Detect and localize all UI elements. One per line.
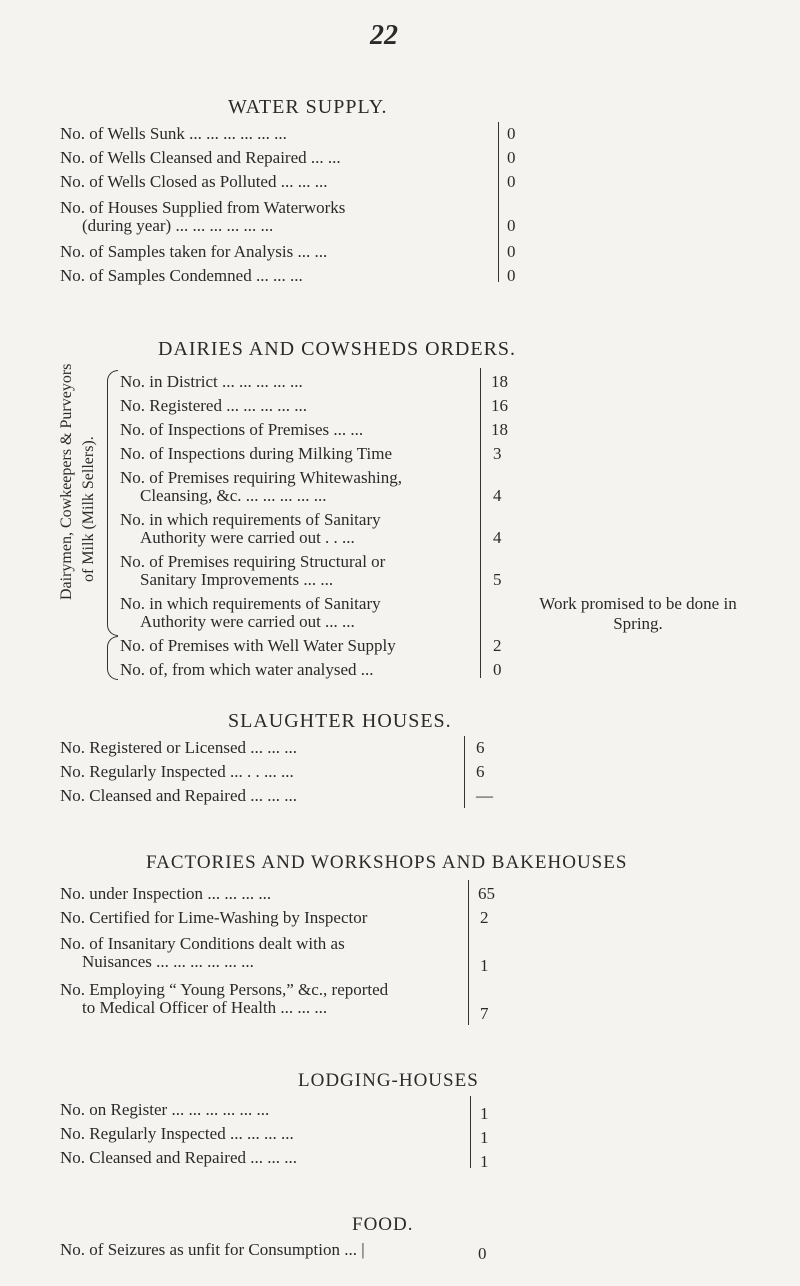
dairies-row-cont: Cleansing, &c. ... ... ... ... ...	[140, 486, 327, 505]
dairies-side-label-1: Dairymen, Cowkeepers & Purveyors	[58, 363, 75, 600]
row-value: 6	[476, 762, 485, 781]
row-value: 4	[493, 528, 502, 547]
row-label: No. of Wells Sunk	[60, 124, 185, 143]
row-value: 6	[476, 738, 485, 757]
lodging-row: No. on Register ... ... ... ... ... ...	[60, 1100, 270, 1119]
dairies-divider-lower	[480, 636, 481, 678]
row-value: 18	[491, 372, 508, 391]
factories-row: No. under Inspection ... ... ... ...	[60, 884, 272, 903]
dairies-row: No. of Premises with Well Water Supply	[120, 636, 396, 655]
water-row: No. of Wells Closed as Polluted ... ... ...	[60, 172, 328, 191]
row-value: —	[476, 786, 493, 805]
row-value: 65	[478, 884, 495, 903]
row-value: 0	[507, 242, 516, 261]
row-value: 0	[507, 266, 516, 285]
dairies-row: No. in District ... ... ... ... ...	[120, 372, 303, 391]
row-value: 4	[493, 486, 502, 505]
dairies-row: No. of Premises requiring Structural or	[120, 552, 386, 571]
factories-divider	[468, 880, 469, 1025]
factories-row-cont: Nuisances ... ... ... ... ... ...	[82, 952, 254, 971]
row-value: 1	[480, 956, 489, 975]
water-row-cont: (during year) ... ... ... ... ... ...	[82, 216, 274, 235]
dairies-row: No. in which requirements of Sanitary	[120, 594, 381, 613]
food-row: No. of Seizures as unfit for Consumption ... |	[60, 1240, 365, 1259]
row-value: 7	[480, 1004, 489, 1023]
dairies-row: No. of, from which water analysed ...	[120, 660, 374, 679]
row-value: 3	[493, 444, 502, 463]
lodging-row: No. Regularly Inspected ... ... ... ...	[60, 1124, 294, 1143]
slaughter-heading: SLAUGHTER HOUSES.	[228, 710, 452, 732]
page-number: 22	[370, 20, 398, 51]
row-value: 18	[491, 420, 508, 439]
water-divider	[498, 122, 499, 282]
dairies-divider	[480, 368, 481, 638]
row-value: 0	[507, 124, 516, 143]
dairies-row-cont: Authority were carried out ... ...	[140, 612, 355, 631]
dairies-row-cont: Authority were carried out . . ...	[140, 528, 355, 547]
water-row: No. of Wells Cleansed and Repaired ... ...	[60, 148, 341, 167]
dairies-row: No. of Premises requiring Whitewashing,	[120, 468, 403, 487]
row-value: 0	[507, 216, 516, 235]
factories-heading: FACTORIES AND WORKSHOPS AND BAKEHOUSES	[146, 852, 628, 873]
dairies-heading: DAIRIES AND COWSHEDS ORDERS.	[158, 338, 517, 360]
lodging-divider	[470, 1096, 471, 1168]
row-value: 0	[478, 1244, 487, 1263]
lodging-heading: LODGING-HOUSES	[298, 1070, 479, 1091]
water-row: No. of Samples Condemned ... ... ...	[60, 266, 303, 285]
dairies-row: No. of Inspections during Milking Time	[120, 444, 393, 463]
slaughter-row: No. Registered or Licensed ... ... ...	[60, 738, 297, 757]
dairies-brace	[107, 370, 118, 636]
row-value: 0	[507, 172, 516, 191]
dairies-side-label-2: of Milk (Milk Sellers).	[80, 436, 97, 582]
water-supply-heading: WATER SUPPLY.	[228, 96, 388, 118]
dairies-row-cont: Sanitary Improvements ... ...	[140, 570, 334, 589]
food-heading: FOOD.	[352, 1214, 414, 1235]
water-row: No. of Houses Supplied from Waterworks	[60, 198, 346, 217]
factories-row-cont: to Medical Officer of Health ... ... ...	[82, 998, 328, 1017]
row-value: 2	[493, 636, 502, 655]
dairies-note: Work promised to be done in Spring.	[539, 594, 737, 633]
lodging-row: No. Cleansed and Repaired ... ... ...	[60, 1148, 297, 1167]
row-value: 5	[493, 570, 502, 589]
row-value: 1	[480, 1104, 489, 1123]
row-value: 1	[480, 1152, 489, 1171]
water-row: No. of Samples taken for Analysis ... ...	[60, 242, 328, 261]
dairies-row: No. of Inspections of Premises ... ...	[120, 420, 364, 439]
row-value: 0	[507, 148, 516, 167]
dairies-row: No. Registered ... ... ... ... ...	[120, 396, 307, 415]
row-value: 1	[480, 1128, 489, 1147]
slaughter-row: No. Cleansed and Repaired ... ... ...	[60, 786, 297, 805]
water-row: No. of Wells Sunk ... ... ... ... ... ...	[60, 124, 287, 143]
row-value: 2	[480, 908, 489, 927]
row-value: 16	[491, 396, 508, 415]
slaughter-row: No. Regularly Inspected ... . . ... ...	[60, 762, 294, 781]
row-value: 0	[493, 660, 502, 679]
factories-row: No. Employing “ Young Persons,” &c., reported	[60, 980, 389, 999]
dairies-row: No. in which requirements of Sanitary	[120, 510, 381, 529]
factories-row: No. Certified for Lime-Washing by Inspector	[60, 908, 368, 927]
dairies-brace-lower	[107, 636, 118, 680]
factories-row: No. of Insanitary Conditions dealt with as	[60, 934, 345, 953]
slaughter-divider	[464, 736, 465, 808]
